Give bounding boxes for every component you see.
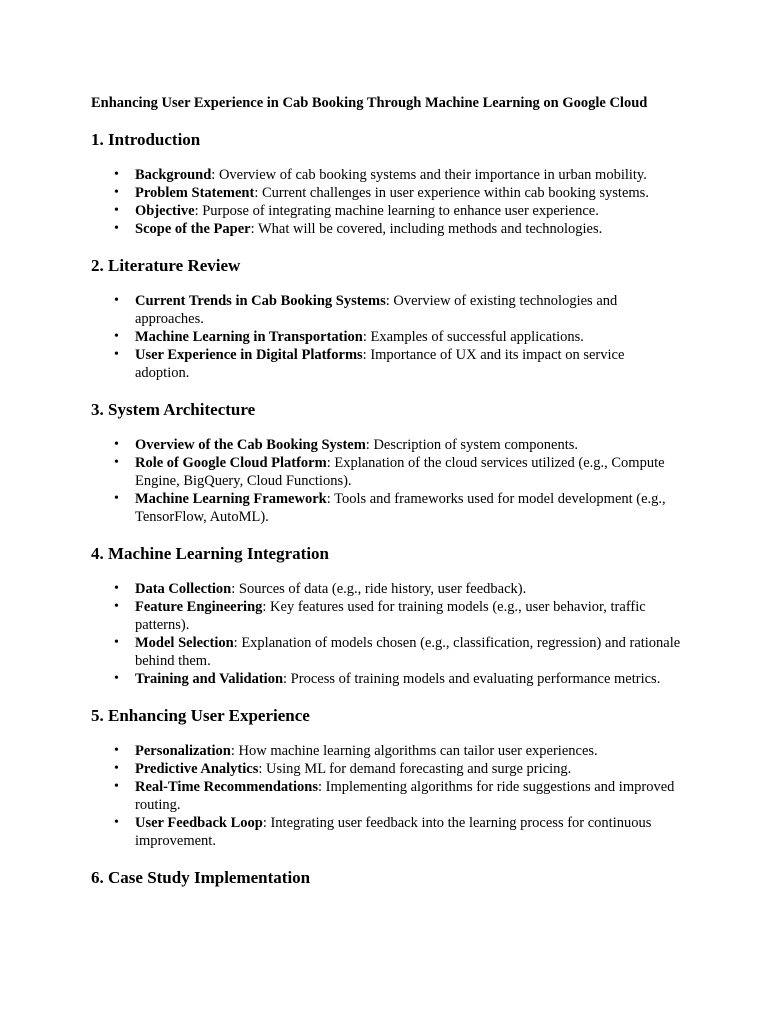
list-item bbox=[114, 454, 681, 490]
list-item bbox=[114, 598, 681, 634]
item-term: Real-Time Recommendations bbox=[135, 779, 318, 795]
bullet-icon: • bbox=[114, 293, 119, 308]
section-system-architecture bbox=[91, 400, 681, 526]
list-item bbox=[114, 814, 681, 850]
list-item bbox=[114, 166, 681, 184]
item-text: : Explanation of models chosen (e.g., classification, regression) and rationale behind them. bbox=[135, 635, 681, 669]
list-item bbox=[114, 202, 681, 220]
item-text: : What will be covered, including methods and technologies. bbox=[250, 221, 603, 237]
list-item bbox=[114, 184, 681, 202]
item-term: User Experience in Digital Platforms bbox=[135, 347, 363, 363]
item-text: : Using ML for demand forecasting and surge pricing. bbox=[258, 761, 572, 777]
item-term: Machine Learning Framework bbox=[135, 491, 327, 507]
item-text: : Key features used for training models (e.g., user behavior, traffic patterns). bbox=[135, 599, 646, 633]
bullet-icon: • bbox=[114, 761, 119, 776]
section-literature-review bbox=[91, 256, 681, 382]
item-text: : Description of system components. bbox=[365, 437, 579, 453]
bullet-list bbox=[91, 292, 681, 382]
item-text: : Explanation of the cloud services utilized (e.g., Compute Engine, BigQuery, Cloud Functions). bbox=[135, 455, 665, 489]
bullet-icon: • bbox=[114, 743, 119, 758]
bullet-icon: • bbox=[114, 491, 119, 506]
item-term: Predictive Analytics bbox=[135, 761, 259, 777]
section-case-study bbox=[91, 868, 681, 888]
list-item bbox=[114, 580, 681, 598]
list-item bbox=[114, 670, 681, 688]
bullet-icon: • bbox=[114, 635, 119, 650]
item-text: : Overview of cab booking systems and their importance in urban mobility. bbox=[211, 167, 647, 183]
bullet-icon: • bbox=[114, 815, 119, 830]
list-item bbox=[114, 436, 681, 454]
bullet-icon: • bbox=[114, 203, 119, 218]
section-heading: 5. Enhancing User Experience bbox=[91, 706, 310, 725]
item-text: : Sources of data (e.g., ride history, user feedback). bbox=[231, 581, 527, 597]
bullet-icon: • bbox=[114, 167, 119, 182]
document-title: Enhancing User Experience in Cab Booking Through Machine Learning on Google Cloud bbox=[91, 95, 648, 111]
bullet-icon: • bbox=[114, 185, 119, 200]
item-text: : Purpose of integrating machine learning to enhance user experience. bbox=[194, 203, 599, 219]
bullet-list bbox=[91, 742, 681, 850]
item-term: Personalization bbox=[135, 743, 231, 759]
item-text: : Importance of UX and its impact on service adoption. bbox=[135, 347, 625, 381]
bullet-icon: • bbox=[114, 455, 119, 470]
section-heading: 1. Introduction bbox=[91, 130, 201, 149]
bullet-icon: • bbox=[114, 437, 119, 452]
section-heading: 3. System Architecture bbox=[91, 400, 256, 419]
item-term: Feature Engineering bbox=[135, 599, 263, 615]
bullet-icon: • bbox=[114, 329, 119, 344]
section-heading: 4. Machine Learning Integration bbox=[91, 544, 329, 563]
item-text: : Tools and frameworks used for model development (e.g., TensorFlow, AutoML). bbox=[135, 491, 666, 525]
item-term: Scope of the Paper bbox=[135, 221, 251, 237]
item-term: User Feedback Loop bbox=[135, 815, 263, 831]
bullet-icon: • bbox=[114, 221, 119, 236]
bullet-list bbox=[91, 580, 681, 688]
item-text: : Implementing algorithms for ride suggestions and improved routing. bbox=[135, 779, 675, 813]
bullet-icon: • bbox=[114, 671, 119, 686]
list-item bbox=[114, 220, 681, 238]
item-term: Background bbox=[135, 167, 212, 183]
section-enhancing-ux bbox=[91, 706, 681, 850]
item-text: : How machine learning algorithms can tailor user experiences. bbox=[230, 743, 598, 759]
section-ml-integration bbox=[91, 544, 681, 688]
item-term: Training and Validation bbox=[135, 671, 284, 687]
list-item bbox=[114, 346, 681, 382]
item-term: Machine Learning in Transportation bbox=[135, 329, 363, 345]
document-page bbox=[91, 94, 681, 904]
section-introduction bbox=[91, 130, 681, 238]
item-text: : Examples of successful applications. bbox=[362, 329, 584, 345]
list-item bbox=[114, 292, 681, 328]
item-term: Overview of the Cab Booking System bbox=[135, 437, 366, 453]
section-heading: 6. Case Study Implementation bbox=[91, 868, 311, 887]
item-text: : Process of training models and evaluating performance metrics. bbox=[283, 671, 661, 687]
list-item bbox=[114, 760, 681, 778]
bullet-list bbox=[91, 436, 681, 526]
bullet-list bbox=[91, 166, 681, 238]
list-item bbox=[114, 742, 681, 760]
item-term: Role of Google Cloud Platform bbox=[135, 455, 327, 471]
bullet-icon: • bbox=[114, 779, 119, 794]
bullet-icon: • bbox=[114, 599, 119, 614]
item-term: Objective bbox=[135, 203, 195, 219]
item-term: Model Selection bbox=[135, 635, 234, 651]
bullet-icon: • bbox=[114, 581, 119, 596]
item-text: : Overview of existing technologies and approaches. bbox=[135, 293, 618, 327]
item-text: : Integrating user feedback into the learning process for continuous improvement. bbox=[135, 815, 652, 849]
item-term: Problem Statement bbox=[135, 185, 255, 201]
list-item bbox=[114, 328, 681, 346]
list-item bbox=[114, 490, 681, 526]
list-item bbox=[114, 634, 681, 670]
item-text: : Current challenges in user experience within cab booking systems. bbox=[254, 185, 649, 201]
section-heading: 2. Literature Review bbox=[91, 256, 241, 275]
bullet-icon: • bbox=[114, 347, 119, 362]
item-term: Data Collection bbox=[135, 581, 232, 597]
list-item bbox=[114, 778, 681, 814]
item-term: Current Trends in Cab Booking Systems bbox=[135, 293, 386, 309]
